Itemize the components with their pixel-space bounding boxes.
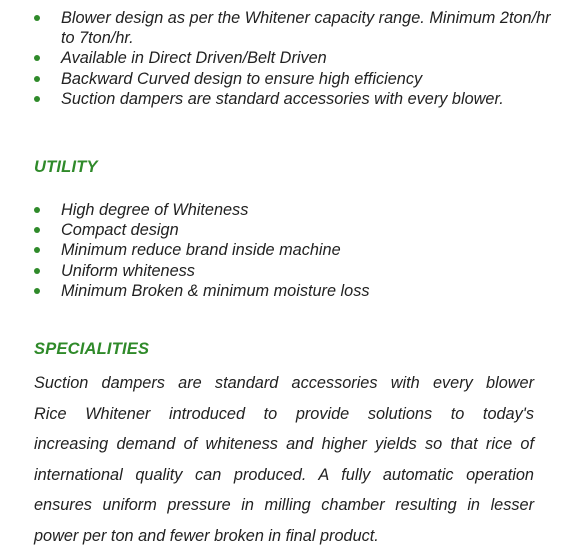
list-item [34, 200, 554, 220]
paragraph-line: ensures uniform pressure in milling chamber resulting in lesser [34, 496, 534, 514]
list-item [34, 89, 554, 109]
specialities-paragraph [34, 368, 534, 551]
paragraph-line: power per ton and fewer broken in final product. [34, 526, 379, 545]
list-item [34, 281, 554, 301]
bullet-dot-icon [34, 227, 40, 233]
list-item-text: Minimum Broken & minimum moisture loss [61, 281, 370, 300]
list-item [34, 261, 554, 281]
paragraph-line: Suction dampers are standard accessories with every blower [34, 374, 534, 392]
utility-list [34, 200, 554, 301]
specialities-heading: SPECIALITIES [34, 340, 150, 358]
bullet-dot-icon [34, 288, 40, 294]
paragraph-line: Rice Whitener introduced to provide solutions to today's [34, 404, 534, 423]
list-item-text: Available in Direct Driven/Belt Driven [61, 49, 327, 68]
list-item [34, 8, 554, 48]
bullet-dot-icon [34, 247, 40, 253]
bullet-dot-icon [34, 207, 40, 213]
paragraph-line: increasing demand of whiteness and higher yields so that rice of [34, 435, 534, 453]
list-item-text: Minimum reduce brand inside machine [61, 241, 341, 260]
list-item-text: Suction dampers are standard accessories with every blower. [61, 89, 504, 108]
list-item-text: Backward Curved design to ensure high efficiency [61, 69, 423, 88]
utility-heading: UTILITY [34, 158, 98, 176]
list-item [34, 240, 554, 260]
list-item-text: Compact design [61, 221, 179, 240]
bullet-dot-icon [34, 96, 40, 102]
list-item-text: High degree of Whiteness [61, 201, 249, 219]
bullet-dot-icon [34, 268, 40, 274]
bullet-dot-icon [34, 15, 40, 21]
feature-list [34, 8, 554, 109]
list-item [34, 220, 554, 240]
list-item [34, 48, 554, 68]
list-item [34, 69, 554, 89]
bullet-dot-icon [34, 76, 40, 82]
bullet-dot-icon [34, 55, 40, 61]
list-item-text: Uniform whiteness [61, 261, 195, 280]
paragraph-line: international quality can produced. A fully automatic operation [34, 465, 534, 484]
list-item-text: Blower design as per the Whitener capacity range. Minimum 2ton/hr to 7ton/hr. [61, 9, 551, 48]
